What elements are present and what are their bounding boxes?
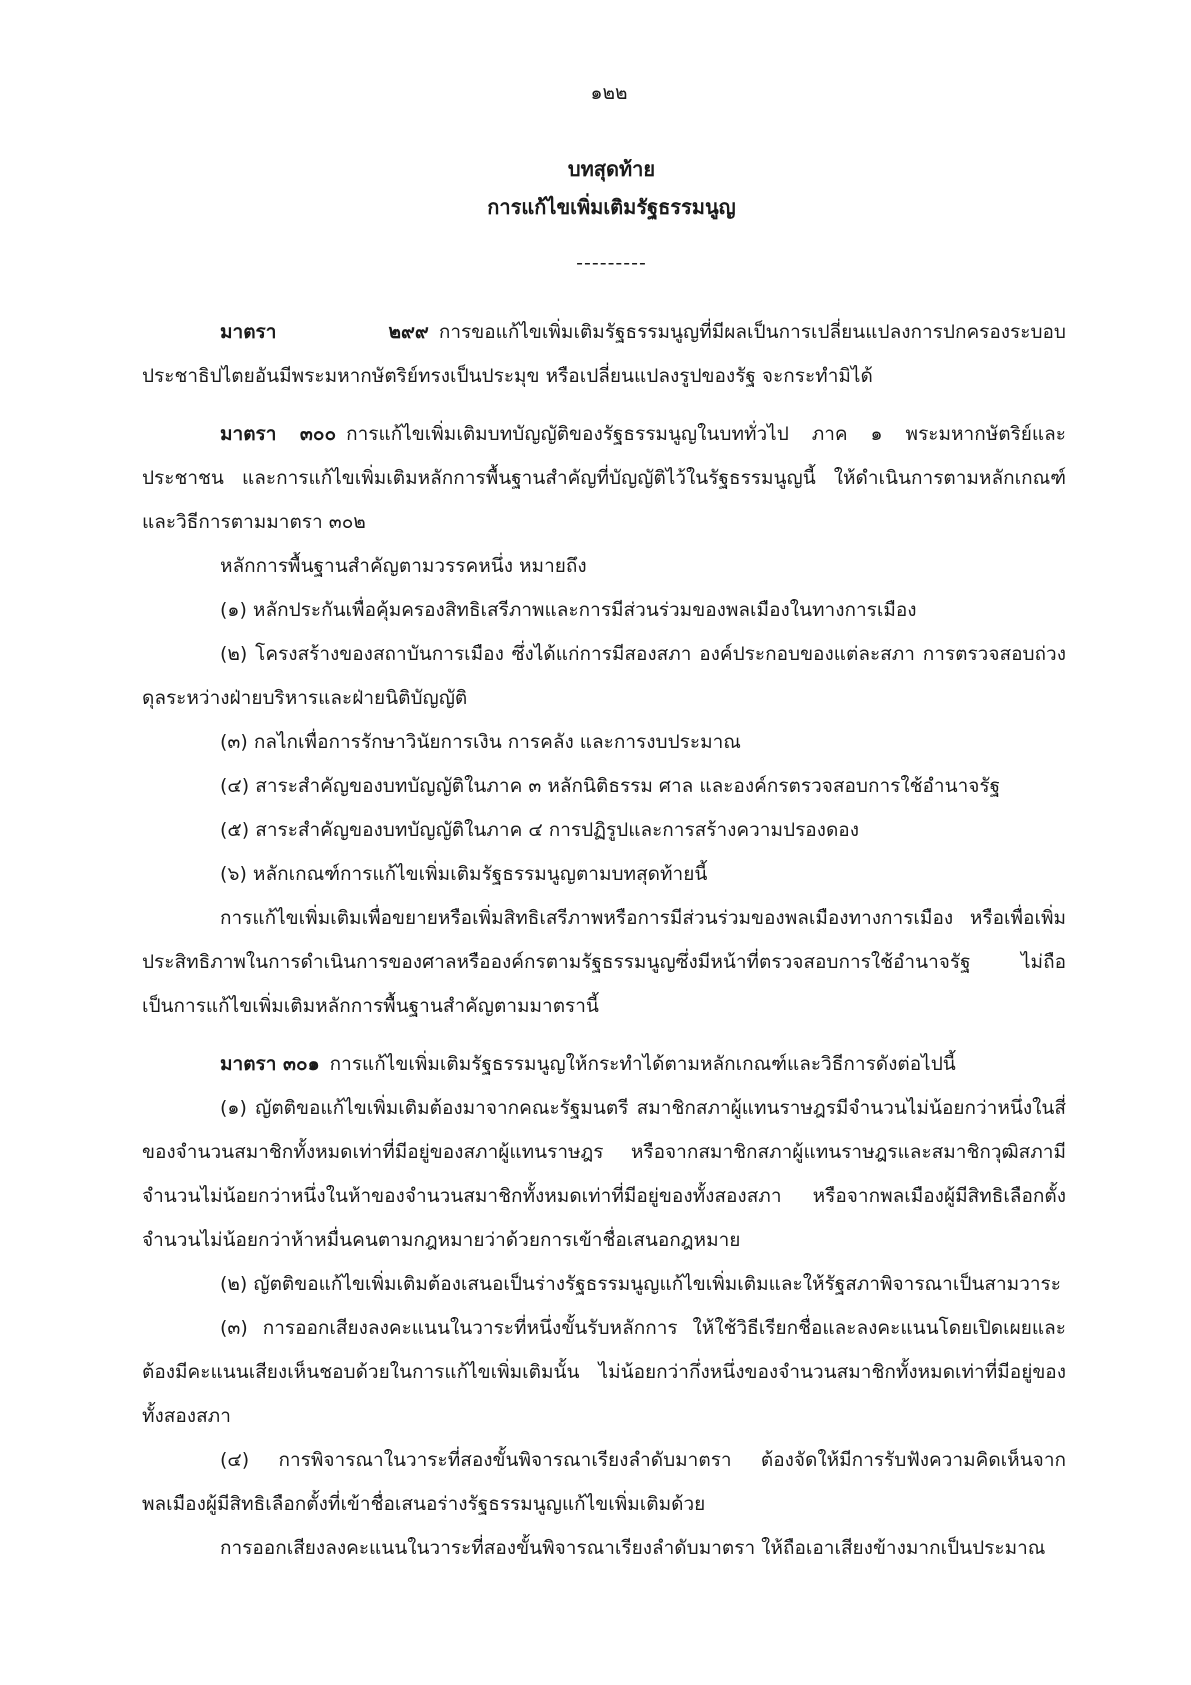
section-300-item-2: (๒) โครงสร้างของสถาบันการเมือง ซึ่งได้แก่การมีสองสภา องค์ประกอบของแต่ละสภา การตรวจสอบถ่วงดุลระหว่างฝ่ายบริหารและฝ่ายนิติบัญญัติ xyxy=(142,643,1066,709)
section-300-para-1 xyxy=(142,412,1066,544)
section-300-para-3: การแก้ไขเพิ่มเติมเพื่อขยายหรือเพิ่มสิทธิเสรีภาพหรือการมีส่วนร่วมของพลเมืองทางการเมือง หรือเพื่อเพิ่มประสิทธิภาพในการดำเนินการของศาลหรือองค์กรตามรัฐธรรมนูญซึ่งมีหน้าที่ตรวจสอบการใช้อำนาจรัฐ ไม่ถือเป็นการแก้ไขเพิ่มเติมหลักการพื้นฐานสำคัญตามมาตรานี้ xyxy=(142,907,1066,1017)
section-label: มาตรา ๒๙๙ xyxy=(220,321,429,343)
section-300-item-4: (๔) สาระสำคัญของบทบัญญัติในภาค ๓ หลักนิติธรรม ศาล และองค์กรตรวจสอบการใช้อำนาจรัฐ xyxy=(220,775,1001,797)
section-301-item-1: (๑) ญัตติขอแก้ไขเพิ่มเติมต้องมาจากคณะรัฐมนตรี สมาชิกสภาผู้แทนราษฎรมีจำนวนไม่น้อยกว่าหนึ่งในสี่ของจำนวนสมาชิกทั้งหมดเท่าที่มีอยู่ของสภาผู้แทนราษฎร หรือจากสมาชิกสภาผู้แทนราษฎรและสมาชิกวุฒิสภามีจำนวนไม่น้อยกว่าหนึ่งในห้าของจำนวนสมาชิกทั้งหมดเท่าที่มีอยู่ของทั้งสองสภา หรือจากพลเมืองผู้มีสิทธิเลือกตั้งจำนวนไม่น้อยกว่าห้าหมื่นคนตามกฎหมายว่าด้วยการเข้าชื่อเสนอกฎหมาย xyxy=(142,1097,1066,1251)
section-label: มาตรา ๓๐๐ xyxy=(220,423,337,445)
separator: --------- xyxy=(576,252,647,274)
section-301-para-1 xyxy=(142,1042,1066,1086)
section-300 xyxy=(142,412,1066,1028)
section-300-item-5: (๕) สาระสำคัญของบทบัญญัติในภาค ๔ การปฏิรูปและการสร้างความปรองดอง xyxy=(220,819,859,841)
section-301-item-3: (๓) การออกเสียงลงคะแนนในวาระที่หนึ่งขั้นรับหลักการ ให้ใช้วิธีเรียกชื่อและลงคะแนนโดยเปิดเผยและต้องมีคะแนนเสียงเห็นชอบด้วยในการแก้ไขเพิ่มเติมนั้น ไม่น้อยกว่ากึ่งหนึ่งของจำนวนสมาชิกทั้งหมดเท่าที่มีอยู่ของทั้งสองสภา xyxy=(142,1317,1066,1427)
paragraph-text: การขอแก้ไขเพิ่มเติมรัฐธรรมนูญที่มีผลเป็นการเปลี่ยนแปลงการปกครองระบอบประชาธิปไตยอันมีพระมหากษัตริย์ทรงเป็นประมุข หรือเปลี่ยนแปลงรูปของรัฐ จะกระทำมิได้ xyxy=(142,321,1066,387)
section-300-item-3: (๓) กลไกเพื่อการรักษาวินัยการเงิน การคลัง และการงบประมาณ xyxy=(220,731,741,753)
page-number: ๑๒๒ xyxy=(590,82,628,104)
section-301-item-2: (๒) ญัตติขอแก้ไขเพิ่มเติมต้องเสนอเป็นร่างรัฐธรรมนูญแก้ไขเพิ่มเติมและให้รัฐสภาพิจารณาเป็นสามวาระ xyxy=(220,1273,1061,1295)
section-301-para-2: การออกเสียงลงคะแนนในวาระที่สองขั้นพิจารณาเรียงลำดับมาตรา ให้ถือเอาเสียงข้างมากเป็นประมาณ xyxy=(220,1537,1046,1559)
section-301 xyxy=(142,1042,1066,1570)
chapter-title: บทสุดท้าย xyxy=(567,157,656,181)
paragraph-text: การแก้ไขเพิ่มเติมบทบัญญัติของรัฐธรรมนูญในบททั่วไป ภาค ๑ พระมหากษัตริย์และประชาชน และการแก้ไขเพิ่มเติมหลักการพื้นฐานสำคัญที่บัญญัติไว้ในรัฐธรรมนูญนี้ ให้ดำเนินการตามหลักเกณฑ์และวิธีการตามมาตรา ๓๐๒ xyxy=(142,423,1067,533)
section-300-para-2: หลักการพื้นฐานสำคัญตามวรรคหนึ่ง หมายถึง xyxy=(220,555,587,577)
section-299-para-1 xyxy=(142,310,1066,398)
section-301-item-4: (๔) การพิจารณาในวาระที่สองขั้นพิจารณาเรียงลำดับมาตรา ต้องจัดให้มีการรับฟังความคิดเห็นจากพลเมืองผู้มีสิทธิเลือกตั้งที่เข้าชื่อเสนอร่างรัฐธรรมนูญแก้ไขเพิ่มเติมด้วย xyxy=(142,1449,1066,1515)
section-300-item-6: (๖) หลักเกณฑ์การแก้ไขเพิ่มเติมรัฐธรรมนูญตามบทสุดท้ายนี้ xyxy=(220,863,708,885)
paragraph-text: การแก้ไขเพิ่มเติมรัฐธรรมนูญให้กระทำได้ตามหลักเกณฑ์และวิธีการดังต่อไปนี้ xyxy=(329,1053,956,1075)
section-label: มาตรา ๓๐๑ xyxy=(220,1053,320,1075)
section-300-item-1: (๑) หลักประกันเพื่อคุ้มครองสิทธิเสรีภาพและการมีส่วนร่วมของพลเมืองในทางการเมือง xyxy=(220,599,917,621)
chapter-subtitle: การแก้ไขเพิ่มเติมรัฐธรรมนูญ xyxy=(487,195,736,219)
section-299 xyxy=(142,310,1066,398)
